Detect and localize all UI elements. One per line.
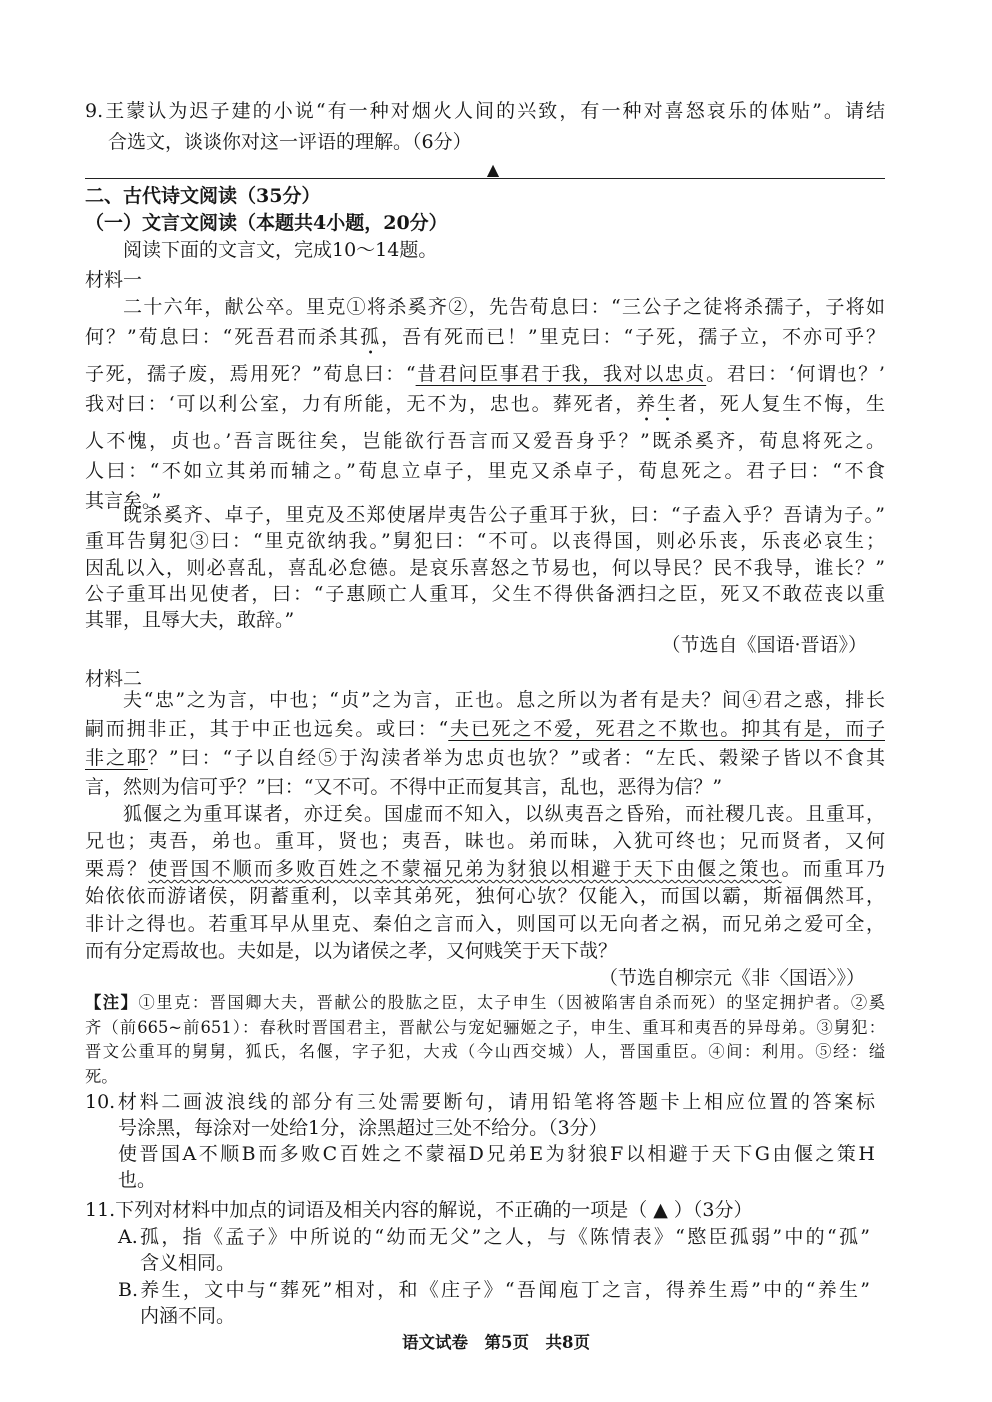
text-segment: 。君曰：‘何谓也？’	[706, 363, 885, 385]
text-line	[85, 715, 885, 744]
underline-marked-text: 昔君问臣事君于我，我对以忠贞	[415, 363, 707, 385]
section-title: 二、古代诗文阅读（35分）	[85, 185, 321, 207]
text-line: 重耳告舅犯③曰：“里克欲纳我。”舅犯曰：“不可。以丧得国，则必乐丧，乐丧必哀生；	[85, 530, 885, 553]
text-segment: 嗣而拥非正，其于中正也远矣。或曰：“	[85, 718, 449, 740]
material-1-source: （节选自《国语·晋语》）	[661, 634, 867, 656]
text-line: 狐偃之为重耳谋者，亦迂矣。国虚而不知入，以纵夷吾之昏殆，而社稷几丧。且重耳，	[123, 803, 885, 825]
material-2-source: （节选自柳宗元《非〈国语〉》）	[598, 967, 865, 989]
annotations	[85, 991, 885, 1090]
text-segment: ，吾有死而已！”里克曰：“子死，孺子立，不亦可乎？	[381, 326, 885, 348]
text-line: 其罪，且辱大夫，敢辞。”	[85, 609, 295, 632]
text-segment: ？”曰：“子以自经⑤于沟渎者举为忠贞也欤？”或者：“左氏、榖梁子皆以不食其	[147, 747, 885, 769]
question-9-line: 合选文，谈谈你对这一评语的理解。（6分）	[108, 131, 472, 153]
text-line: 而有分定焉故也。夫如是，以为诸侯之孝，又何贱笑于天下哉？	[85, 940, 618, 963]
annotation-line: 齐（前665~前651）：春秋时晋国君主，晋献公与宠妃骊姬之子，申生、重耳和夷吾的异母弟。③舅犯：	[85, 1017, 885, 1037]
question-10-sentence-line: 也。	[118, 1169, 157, 1191]
question-11-option-a	[118, 1224, 870, 1276]
question-10-line: 10.材料二画波浪线的部分有三处需要断句，请用铅笔将答题卡上相应位置的答案标	[85, 1091, 875, 1113]
section-divider	[85, 178, 885, 179]
question-9-line: 9.王蒙认为迟子建的小说“有一种对烟火人间的兴致，有一种对喜怒哀乐的体贴”。请结	[85, 100, 885, 122]
dot-marked-text: 养生	[636, 393, 678, 415]
text-segment: 者，死人复生不悔，生	[677, 393, 885, 415]
material-2-paragraph-2	[85, 801, 885, 965]
option-line: B.养生，文中与“葬死”相对，和《庄子》“吾闻庖丁之言，得养生焉”中的“养生”	[118, 1279, 870, 1301]
text-line	[85, 359, 885, 389]
section-heading	[85, 183, 885, 264]
annotation-line	[85, 991, 885, 1016]
answer-space-triangle-icon: ▲	[486, 160, 500, 179]
text-line: 兄也；夷吾，弟也。重耳，贤也；夷吾，昧也。弟而昧，入犹可终也；兄而贤者，又何	[85, 830, 885, 853]
text-segment: 。而重耳乃	[781, 857, 885, 880]
text-line: 人曰：“不如立其弟而辅之。”荀息立卓子，里克又杀卓子，荀息死之。君子曰：“不食	[85, 460, 885, 482]
text-segment: 我对曰：‘可以利公室，力有所能，无不为，忠也。葬死者，	[85, 393, 637, 415]
wavy-marked-text: 使晋国不顺而多败百姓之不蒙福兄弟为豺狼以相避于天下由偃之策也	[148, 857, 782, 880]
question-10-sentence	[118, 1141, 875, 1193]
text-segment: ①里克：晋国卿大夫，晋献公的股肱之臣，太子申生（因被陷害自杀而死）的坚定拥护者。②奚	[138, 993, 885, 1012]
text-line	[85, 856, 885, 883]
annotation-line: 晋文公重耳的舅舅，狐氏，名偃，字子犯，大戎（今山西交城）人，晋国重臣。④间：利用。⑤经：缢	[85, 1042, 885, 1062]
text-line: 既杀奚齐、卓子，里克及丕郑使屠岸夷告公子重耳于狄，曰：“子盍入乎？吾请为子。”	[123, 504, 885, 526]
text-segment: 栗焉？	[85, 857, 149, 880]
section-subtitle: （一）文言文阅读（本题共4小题，20分）	[85, 212, 448, 234]
text-line	[85, 322, 885, 359]
question-9	[85, 96, 885, 158]
underline-marked-text: 夫已死之不爱，死君之不欺也。抑其有是，而子	[448, 718, 885, 740]
question-10-line: 号涂黑，每涂对一处给1分，涂黑超过三处不给分。（3分）	[118, 1117, 608, 1139]
question-10-stem	[85, 1089, 875, 1141]
text-line: 非计之得也。若重耳早从里克、秦伯之言而入，则国可以无向者之祸，而兄弟之爱可全，	[85, 912, 885, 935]
text-line: 人不愧，贞也。’吾言既往矣，岂能欲行吾言而又爱吾身乎？”既杀奚齐，荀息将死之。	[85, 430, 885, 452]
option-line: 内涵不同。	[140, 1305, 236, 1327]
text-line: 二十六年，献公卒。里克①将杀奚齐②，先告荀息曰：“三公子之徒将杀孺子，子将如	[123, 296, 885, 318]
text-segment: 何？”荀息曰：“死吾君而杀其	[85, 326, 361, 348]
question-11-option-b	[118, 1277, 870, 1329]
question-10-sentence-line: 使晋国A不顺B而多败C百姓之不蒙福D兄弟E为豺狼F以相避于天下G由偃之策H	[118, 1143, 875, 1165]
material-2-paragraph-1	[85, 686, 885, 802]
text-line	[85, 744, 885, 773]
text-line: 因乱以入，则必喜乱，喜乱必怠德。是哀乐喜怒之节易也，何以导民？民不我导，谁长？”	[85, 556, 885, 579]
strong-marked-text: 【注】	[85, 993, 139, 1012]
material-1-paragraph-2	[85, 502, 885, 633]
text-line: 公子重耳出见使者，曰：“子惠顾亡人重耳，父生不得供备洒扫之臣，死又不敢莅丧以重	[85, 582, 885, 605]
text-line: 夫“忠”之为言，中也；“贞”之为言，正也。息之所以为者有是夫？间④君之惑，排长	[123, 689, 885, 711]
text-segment: 子死，孺子废，焉用死？”荀息曰：“	[85, 363, 416, 385]
text-line	[85, 389, 885, 426]
text-line: 言，然则为信可乎？”曰：“又不可。不得中正而复其言，乱也，恶得为信？”	[85, 776, 723, 798]
question-11-stem: 11.下列对材料中加点的词语及相关内容的解说，不正确的一项是（ ▲ ）（3分）	[85, 1199, 753, 1221]
reading-instruction: 阅读下面的文言文，完成10～14题。	[123, 239, 438, 261]
option-line: A.孤，指《孟子》中所说的“幼而无父”之人，与《陈情表》“愍臣孤弱”中的“孤”	[118, 1226, 870, 1248]
page-footer: 语文试卷 第5页 共8页	[402, 1333, 590, 1352]
material-1-label: 材料一	[85, 269, 143, 291]
option-line: 含义相同。	[140, 1252, 236, 1274]
text-line: 始依依而游诸侯，阴蓄重利，以幸其弟死，独何心欤？仅能入，而国以霸，斯福偶然耳，	[85, 885, 885, 908]
material-1-paragraph-1	[85, 292, 885, 516]
underline-marked-text: 非之耶	[85, 747, 148, 769]
text-line: 其言矣。”	[85, 490, 162, 512]
dot-marked-text: 孤	[360, 326, 382, 348]
annotation-line: 死。	[85, 1067, 118, 1087]
material-2-label: 材料二	[85, 668, 143, 690]
